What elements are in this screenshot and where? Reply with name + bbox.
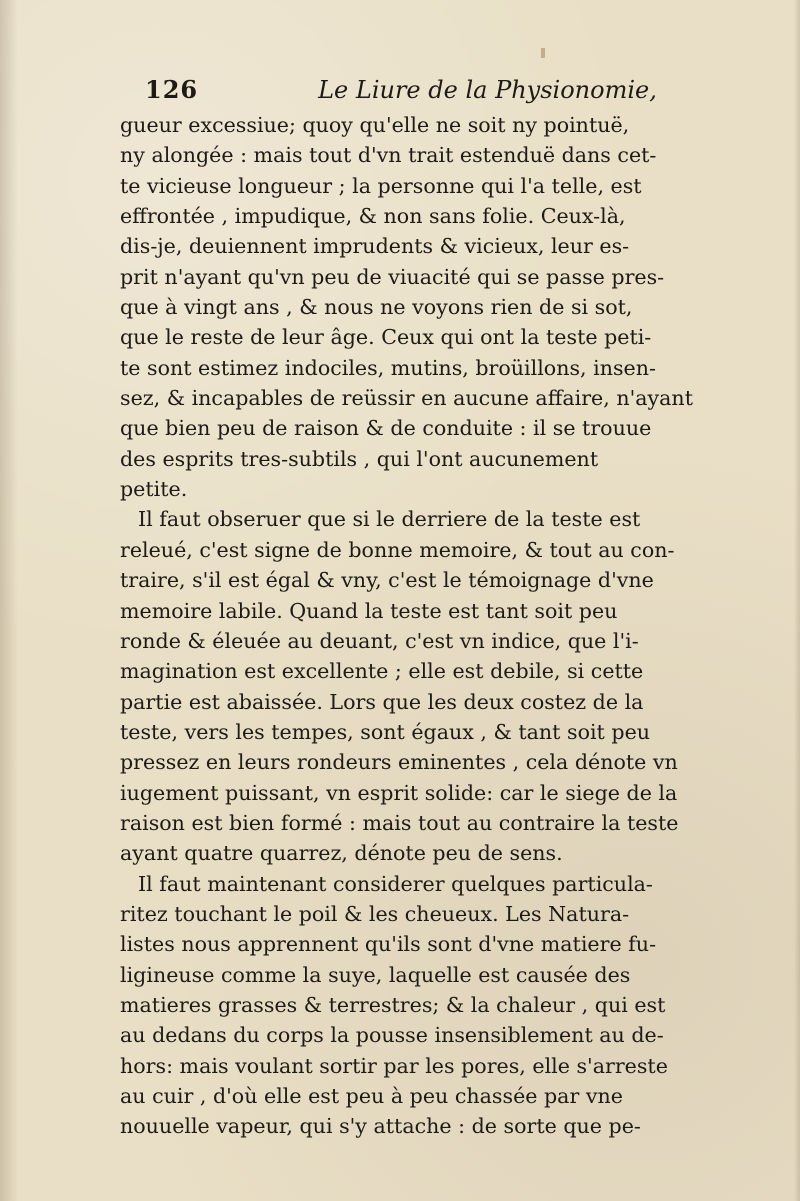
text-line: iugement puissant, vn esprit solide: car le siege de la <box>120 780 678 805</box>
text-line: prit n'ayant qu'vn peu de viuacité qui se passe pres- <box>120 264 665 289</box>
page-edge-shadow <box>794 0 800 1201</box>
text-line: te sont estimez indociles, mutins, broüillons, insen- <box>120 355 656 380</box>
text-line: hors: mais voulant sortir par les pores, elle s'arreste <box>120 1053 668 1078</box>
binding-gutter <box>0 0 18 1201</box>
body-text <box>120 110 740 1142</box>
text-line: ronde & éleuée au deuant, c'est vn indice, que l'i- <box>120 628 639 653</box>
text-line: que à vingt ans , & nous ne voyons rien de si sot, <box>120 295 633 320</box>
text-line: au dedans du corps la pousse insensiblement au de- <box>120 1023 664 1048</box>
text-line: petite. <box>120 477 188 502</box>
text-line: raison est bien formé : mais tout au contraire la teste <box>120 810 679 835</box>
text-line: sez, & incapables de reüssir en aucune affaire, n'ayant <box>120 386 693 411</box>
text-line: releué, c'est signe de bonne memoire, & tout au con- <box>120 537 675 562</box>
running-title: Le Liure de la Physionomie, <box>318 76 657 104</box>
page-number: 126 <box>145 75 199 104</box>
text-line: ritez touchant le poil & les cheueux. Les Natura- <box>120 901 630 926</box>
text-line: dis-je, deuiennent imprudents & vicieux, leur es- <box>120 234 630 259</box>
text-line: pressez en leurs rondeurs eminentes , cela dénote vn <box>120 750 678 775</box>
text-line: ligineuse comme la suye, laquelle est causée des <box>120 962 631 987</box>
text-line: magination est excellente ; elle est debile, si cette <box>120 659 644 684</box>
text-line: ny alongée : mais tout d'vn trait estenduë dans cet- <box>120 143 657 168</box>
text-line: des esprits tres-subtils , qui l'ont aucunement <box>120 446 599 471</box>
text-line: traire, s'il est égal & vny, c'est le témoignage d'vne <box>120 568 654 593</box>
text-line: matieres grasses & terrestres; & la chaleur , qui est <box>120 992 666 1017</box>
text-line: memoire labile. Quand la teste est tant soit peu <box>120 598 618 623</box>
text-line: effrontée , impudique, & non sans folie. Ceux-là, <box>120 204 626 229</box>
text-line: partie est abaissée. Lors que les deux costez de la <box>120 689 644 714</box>
text-line: Il faut maintenant considerer quelques particula- <box>138 871 653 896</box>
text-line: te vicieuse longueur ; la personne qui l'a telle, est <box>120 173 642 198</box>
text-line: gueur excessiue; quoy qu'elle ne soit ny pointuë, <box>120 113 630 137</box>
text-line: au cuir , d'où elle est peu à peu chassée par vne <box>120 1084 623 1108</box>
text-line: nouuelle vapeur, qui s'y attache : de sorte que pe- <box>120 1114 641 1139</box>
text-line: ayant quatre quarrez, dénote peu de sens. <box>120 841 563 866</box>
text-block <box>120 75 740 1142</box>
text-line: que bien peu de raison & de conduite : il se trouue <box>120 416 652 441</box>
paper-mark <box>541 48 545 58</box>
text-line: Il faut obseruer que si le derriere de la teste est <box>138 507 641 532</box>
text-line: listes nous apprennent qu'ils sont d'vne matiere fu- <box>120 932 657 957</box>
text-line: que le reste de leur âge. Ceux qui ont la teste peti- <box>120 325 652 350</box>
text-line: teste, vers les tempes, sont égaux , & tant soit peu <box>120 719 651 744</box>
running-head <box>145 75 740 104</box>
